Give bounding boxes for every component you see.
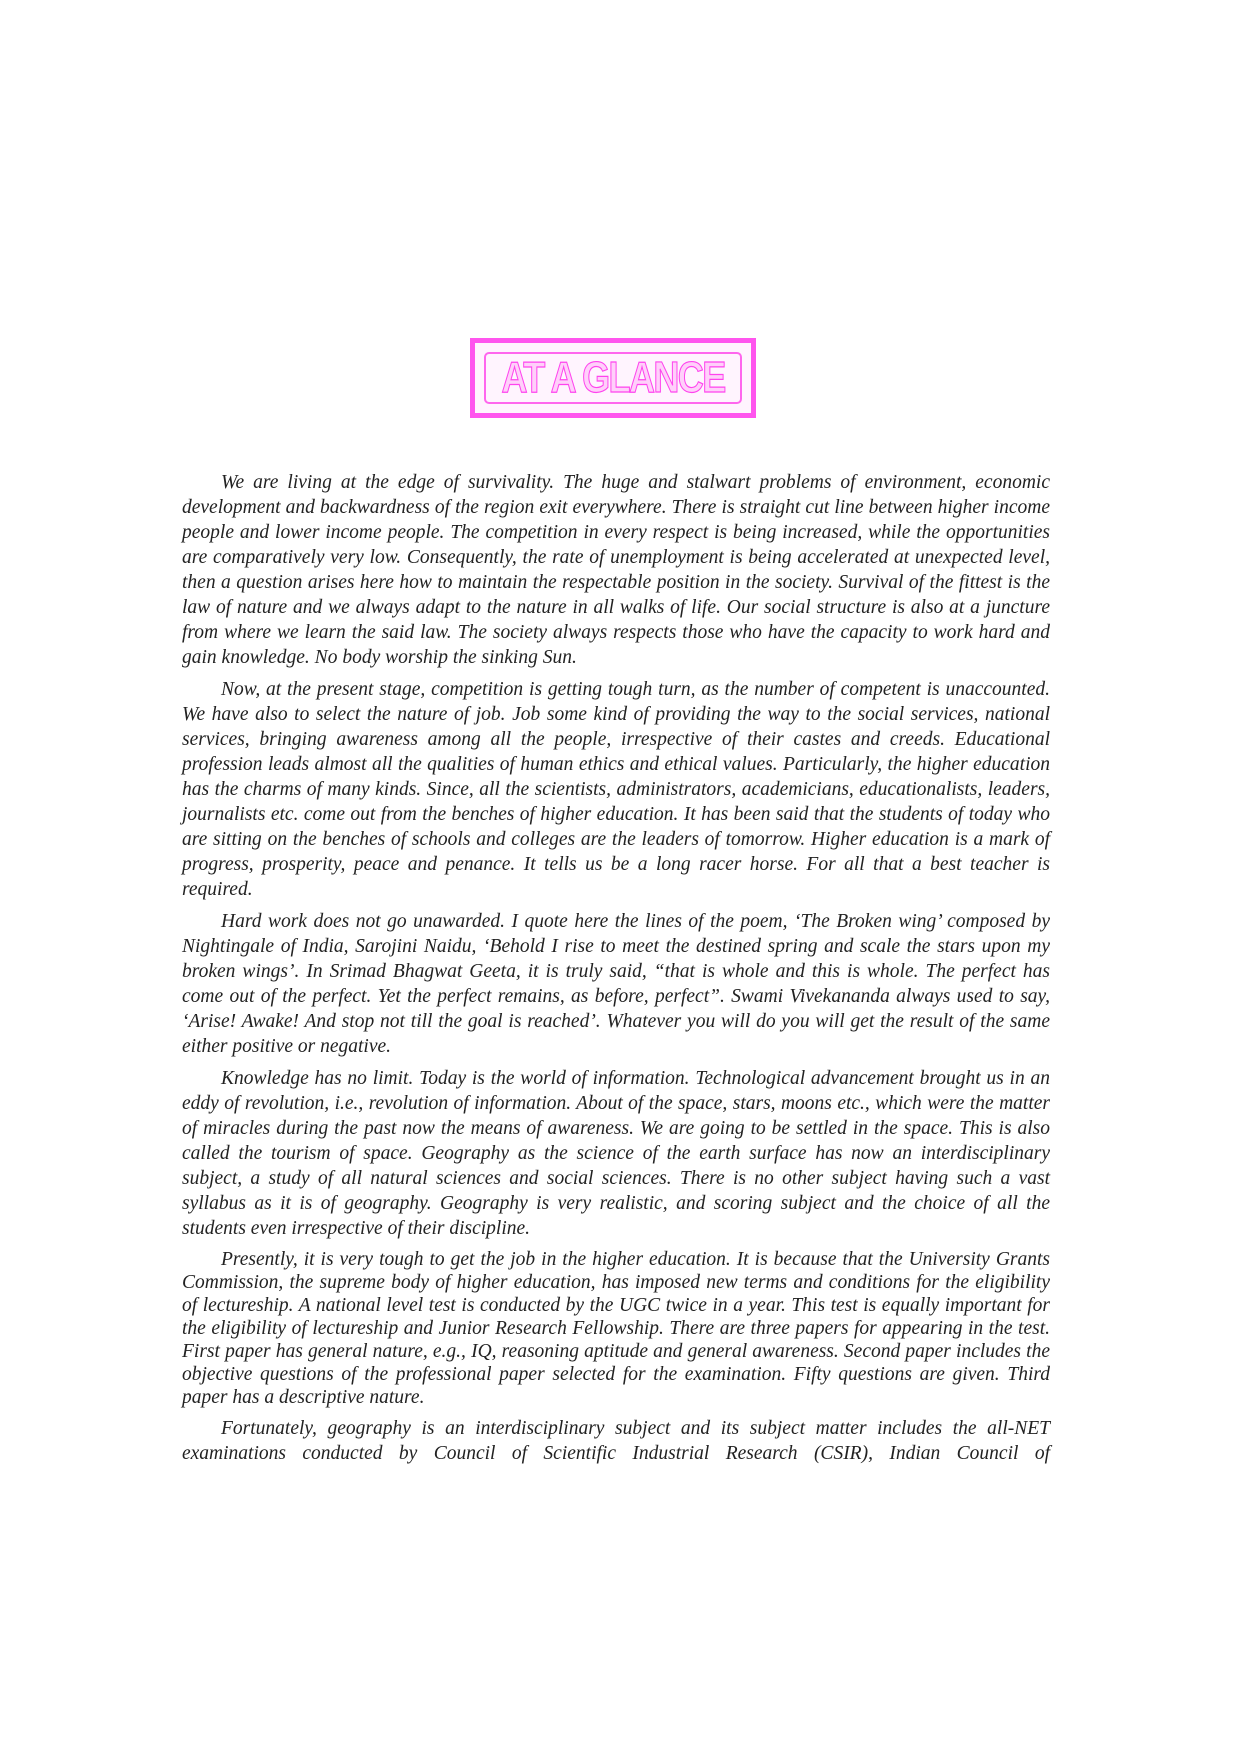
paragraph-6: Fortunately, geography is an interdisciplinary subject and its subject matter includes the all-NET examinations conducted by Council of Scientific Industrial Research (CSIR), Indian Council of [182, 1418, 1050, 1464]
paragraph-2: Now, at the present stage, competition is getting tough turn, as the number of competent is unaccounted. We have also to select the nature of job. Job some kind of providing the way to the social services, national services, bringing awareness among all the people, irrespective of their castes and creeds. Educational profession leads almost all the qualities of human ethics and ethical values. Particularly, the higher education has the charms of many kinds. Since, all the scientists, administrators, academicians, educationalists, leaders, journalists etc. come out from the benches of higher education. It has been said that the students of today who are sitting on the benches of schools and colleges are the leaders of tomorrow. Higher education is a mark of progress, prosperity, peace and penance. It tells us be a long racer horse. For all that a best teacher is required. [182, 679, 1050, 900]
paragraph-5: Presently, it is very tough to get the job in the higher education. It is because that the University Grants Commission, the supreme body of higher education, has imposed new terms and conditions for the eligibility of lectureship. A national level test is conducted by the UGC twice in a year. This test is equally important for the eligibility of lectureship and Junior Research Fellowship. There are three papers for appearing in the test. First paper has general nature, e.g., IQ, reasoning aptitude and general awareness. Second paper includes the objective questions of the professional paper selected for the examination. Fifty questions are given. Third paper has a descriptive nature. [182, 1249, 1050, 1408]
paragraph-3: Hard work does not go unawarded. I quote here the lines of the poem, ‘The Broken wing’ composed by Nightingale of India, Sarojini Naidu, ‘Behold I rise to meet the destined spring and scale the stars upon my broken wings’. In Srimad Bhagwat Geeta, it is truly said, “that is whole and this is whole. The perfect has come out of the perfect. Yet the perfect remains, as before, perfect”. Swami Vivekananda always used to say, ‘Arise! Awake! And stop not till the goal is reached’. Whatever you will do you will get the result of the same either positive or negative. [182, 911, 1050, 1057]
title-banner [470, 338, 756, 418]
paragraph-1: We are living at the edge of survivality. The huge and stalwart problems of environment, economic development and backwardness of the region exit everywhere. There is straight cut line between higher income people and lower income people. The competition in every respect is being increased, while the opportunities are comparatively very low. Consequently, the rate of unemployment is being accelerated at unexpected level, then a question arises here how to maintain the respectable position in the society. Survival of the fittest is the law of nature and we always adapt to the nature in all walks of life. Our social structure is also at a juncture from where we learn the said law. The society always respects those who have the capacity to work hard and gain knowledge. No body worship the sinking Sun. [182, 472, 1050, 668]
title-inner-frame [484, 352, 742, 404]
body-text [182, 470, 1050, 1473]
paragraph-4: Knowledge has no limit. Today is the world of information. Technological advancement brought us in an eddy of revolution, i.e., revolution of information. About of the space, stars, moons etc., which were the matter of miracles during the past now the means of awareness. We are going to be settled in the space. This is also called the tourism of space. Geography as the science of the earth surface has now an interdisciplinary subject, a study of all natural sciences and social sciences. There is no other subject having such a vast syllabus as it is of geography. Geography is very realistic, and scoring subject and the choice of all the students even irrespective of their discipline. [182, 1068, 1050, 1239]
page-title: AT A GLANCE [501, 353, 725, 402]
